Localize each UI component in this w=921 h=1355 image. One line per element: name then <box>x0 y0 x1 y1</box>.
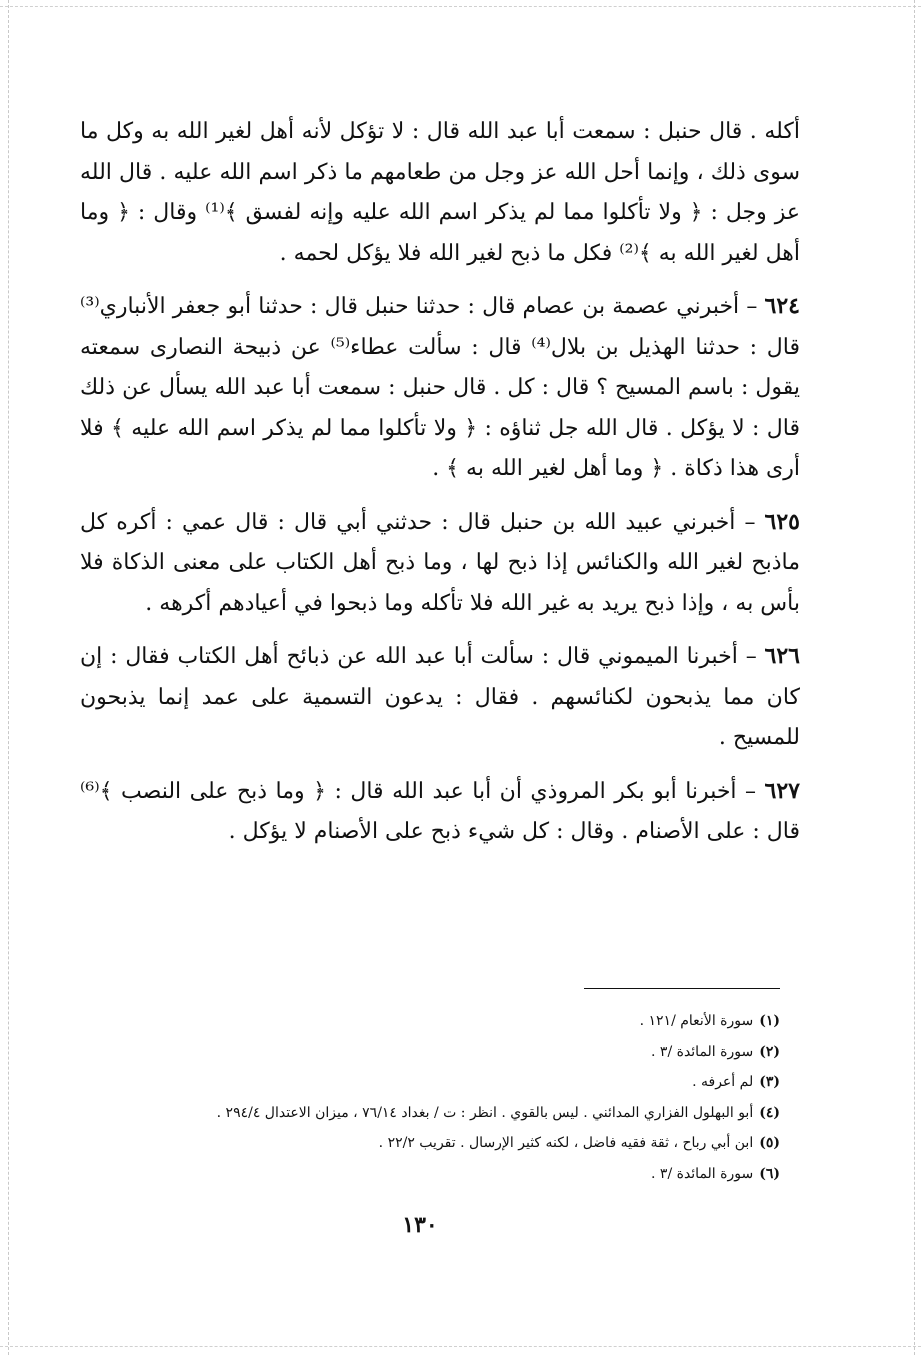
paragraph-number: ٦٢٥ <box>764 508 800 535</box>
footnote-3 <box>80 1067 780 1098</box>
footnote-text: لم أعرفه . <box>692 1074 754 1091</box>
footnote-text: سورة المائدة /٣ . <box>651 1165 754 1182</box>
footnote-number: (٢) <box>759 1043 780 1060</box>
paragraph-text: – أخبرني عبيد الله بن حنبل قال : حدثني أبي قال : قال عمي : أكره كل ماذبح لغير الله والكنائس إذا ذبح لها ، وما ذبح أهل الكتاب على معنى الذكاة فلا بأس به ، وإذا ذبح يريد به غير الله فلا تأكله وما ذبحوا في أعيادهم أكرهه . <box>80 509 800 616</box>
footnote-number: (١) <box>759 1013 780 1029</box>
footnote-text: سورة الأنعام /١٢١ . <box>639 1013 754 1029</box>
footnote-text: سورة المائدة /٣ . <box>651 1043 754 1060</box>
scan-border-left <box>8 0 9 1355</box>
footnote-4 <box>80 1098 780 1129</box>
footnote-text: ابن أبي رباح ، ثقة فقيه فاضل ، لكنه كثير الإرسال . تقريب ٢٢/٢ . <box>378 1135 754 1152</box>
footnote-2 <box>80 1037 780 1068</box>
main-text <box>80 112 800 865</box>
paragraph-number: ٦٢٧ <box>764 777 800 804</box>
paragraph-text: – أخبرنا الميموني قال : سألت أبا عبد الله عن ذبائح أهل الكتاب فقال : إن كان مما يذبحون لكنائسهم . فقال : يدعون التسمية على عمد إنما يذبحون للمسيح . <box>80 644 800 750</box>
paragraph-627 <box>80 771 800 853</box>
footnote-number: (٣) <box>759 1074 780 1091</box>
scan-border-right <box>914 0 915 1355</box>
footnote-number: (٤) <box>759 1104 780 1121</box>
paragraph-continuation <box>80 112 800 274</box>
footnote-5 <box>80 1128 780 1159</box>
paragraph-625 <box>80 502 800 625</box>
footnote-number: (٥) <box>759 1135 780 1152</box>
paragraph-number: ٦٢٤ <box>764 293 800 319</box>
footnote-number: (٦) <box>759 1165 780 1182</box>
footnotes <box>80 1006 780 1190</box>
page-number: ١٣٠ <box>402 1212 438 1238</box>
paragraph-624 <box>80 286 800 490</box>
footnote-text: أبو البهلول الفزاري المدائني . ليس بالقوي . انظر : ت / بغداد ٧٦/١٤ ، ميزان الاعتدال ٢٩٤/٤ . <box>216 1104 754 1121</box>
scan-border-top <box>0 6 921 7</box>
paragraph-text: – أخبرني عصمة بن عصام قال : حدثنا حنبل قال : حدثنا أبو جعفر الأنباري⁽³⁾ قال : حدثنا الهذيل بن بلال⁽⁴⁾ قال : سألت عطاء⁽⁵⁾ عن ذبيحة النصارى سمعته يقول : باسم المسيح ؟ قال : كل . قال حنبل : سمعت أبا عبد الله يسأل عن ذلك قال : لا يؤكل . قال الله جل ثناؤه : ﴿ ولا تأكلوا مما لم يذكر اسم الله عليه ﴾ فلا أرى هذا ذكاة . ﴿ وما أهل لغير الله به ﴾ . <box>80 294 800 481</box>
paragraph-text: أكله . قال حنبل : سمعت أبا عبد الله قال : لا تؤكل لأنه أهل لغير الله به وكل ما سوى ذلك ، وإنما أحل الله عز وجل من طعامهم ما ذكر اسم الله عليه . قال الله عز وجل : ﴿ ولا تأكلوا مما لم يذكر اسم الله عليه وإنه لفسق ﴾⁽¹⁾ وقال : ﴿ وما أهل لغير الله به ﴾⁽²⁾ فكل ما ذبح لغير الله فلا يؤكل لحمه . <box>80 119 800 266</box>
scan-border-bottom <box>0 1346 921 1347</box>
paragraph-626 <box>80 636 800 759</box>
footnote-1 <box>80 1006 780 1037</box>
footnote-separator <box>584 988 780 989</box>
paragraph-text: – أخبرنا أبو بكر المروذي أن أبا عبد الله قال : ﴿ وما ذبح على النصب ﴾⁽⁶⁾ قال : على الأصنام . وقال : كل شيء ذبح على الأصنام لا يؤكل . <box>80 778 800 844</box>
footnote-6 <box>80 1159 780 1190</box>
paragraph-number: ٦٢٦ <box>764 643 800 669</box>
